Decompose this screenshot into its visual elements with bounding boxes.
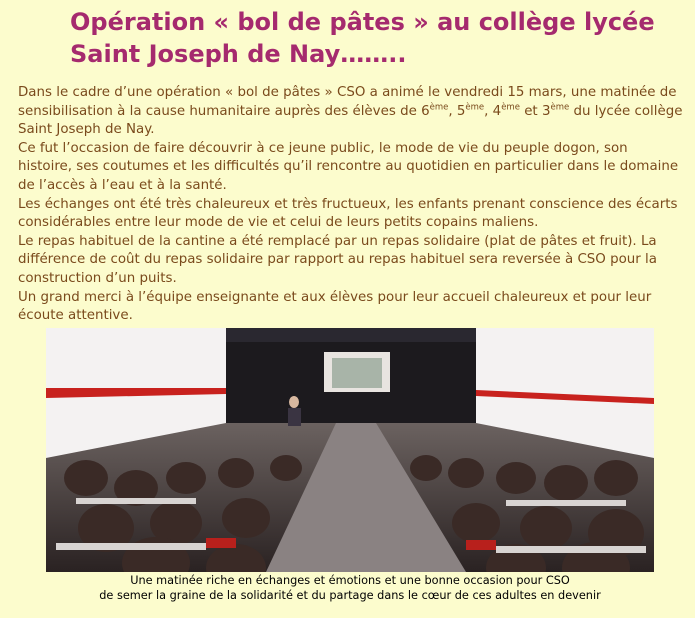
paragraph-thanks: Un grand merci à l’équipe enseignante et aux élèves pour leur accueil chaleureux et pour leur écoute attentive.	[18, 289, 652, 324]
paragraph-meal: Le repas habituel de la cantine a été remplacé par un repas solidaire (plat de pâtes et fruit). La différence de coût du repas solidaire par rapport au repas habituel sera reversée à CSO pour la construction d’un puits.	[18, 233, 657, 286]
caption-line-1: Une matinée riche en échanges et émotions et une bonne occasion pour CSO	[130, 574, 570, 587]
page-title	[70, 6, 680, 70]
paragraph-intro	[18, 84, 683, 140]
intro-text-a: Dans le cadre d’une opération « bol de pâtes » CSO a animé le vendredi 15 mars, une matinée de sensibilisation à la cause humanitaire auprès des élèves de 6	[18, 85, 677, 119]
superscript: ème	[501, 102, 520, 113]
caption-line-2: de semer la graine de la solidarité et du partage dans le cœur de ces adultes en devenir	[99, 588, 601, 602]
intro-text-d: et 3	[519, 103, 551, 119]
title-line-2: Saint Joseph de Nay……..	[70, 40, 407, 68]
classroom-photo-illustration	[46, 328, 654, 572]
superscript: ème	[550, 102, 570, 113]
photo-caption	[46, 574, 654, 603]
superscript: ème	[465, 102, 485, 113]
intro-text-e: du lycée collège Saint Joseph de Nay.	[18, 103, 683, 138]
title-line-1: Opération « bol de pâtes » au collège lycée	[70, 8, 655, 36]
article-body	[18, 84, 683, 326]
classroom-photo	[46, 328, 654, 572]
intro-text-c: , 4	[484, 103, 502, 119]
paragraph-exchanges: Les échanges ont été très chaleureux et très fructueux, les enfants prenant conscience des écarts considérables entre leur mode de vie et celui de leurs petits copains maliens.	[18, 196, 678, 231]
paragraph-dogon: Ce fut l’occasion de faire découvrir à ce jeune public, le mode de vie du peuple dogon, son histoire, ses coutumes et les difficultés qu’il rencontre au quotidien en particulier dans le domaine de l’accès à l’eau et à la santé.	[18, 140, 679, 193]
superscript: ème	[429, 102, 449, 113]
intro-text-b: , 5	[448, 103, 466, 119]
